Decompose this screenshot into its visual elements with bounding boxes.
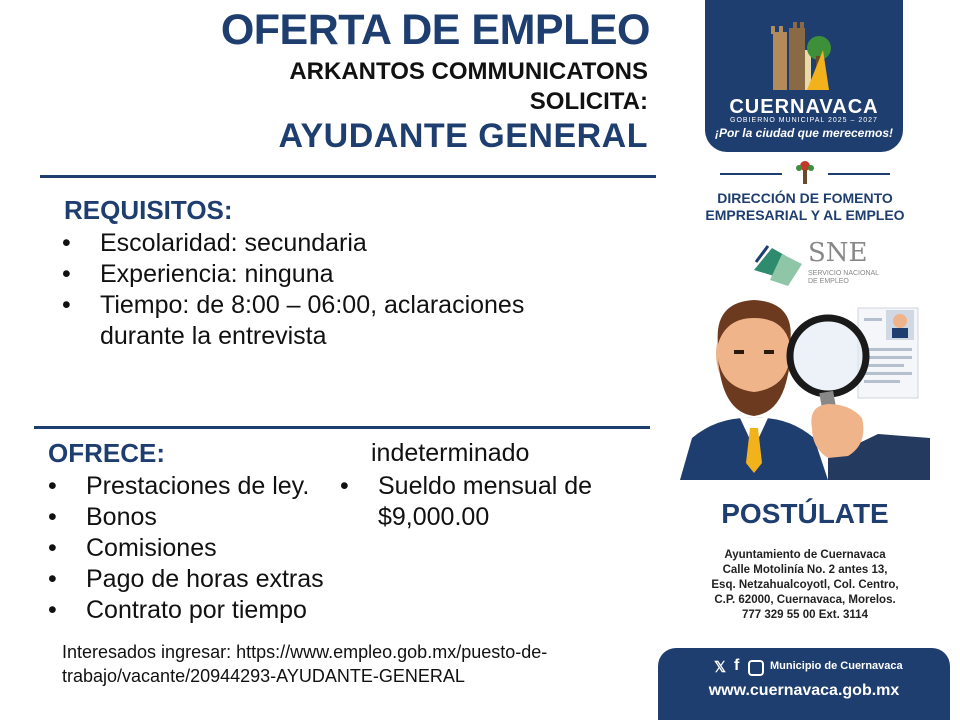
direccion-line-2: EMPRESARIAL Y AL EMPLEO	[705, 207, 905, 223]
address-line: 777 329 55 00 Ext. 3114	[742, 609, 868, 621]
ofrece-list-left	[48, 471, 348, 626]
page-title: OFERTA DE EMPLEO	[220, 6, 650, 54]
requisitos-heading: REQUISITOS:	[64, 195, 233, 225]
postulate-heading: POSTÚLATE	[721, 498, 889, 529]
list-item: • Comisiones	[48, 533, 348, 564]
handshake-icon	[752, 240, 804, 288]
address-line: Esq. Netzahualcoyotl, Col. Centro,	[711, 579, 899, 591]
instagram-icon[interactable]	[748, 660, 764, 676]
ofrece-list-right	[340, 471, 610, 533]
logo-name: CUERNAVACA	[729, 96, 879, 118]
address-line: C.P. 62000, Cuernavaca, Morelos.	[714, 594, 896, 606]
solicita-label: SOLICITA:	[529, 88, 648, 115]
castle-tree-icon	[705, 10, 903, 110]
ornament-divider	[720, 170, 890, 178]
list-item: • Experiencia: ninguna	[62, 259, 582, 290]
ofrece-continuation: indeterminado	[371, 439, 530, 467]
divider-top	[40, 175, 656, 178]
company-name: ARKANTOS COMMUNICATONS	[289, 58, 648, 85]
tree-icon	[792, 158, 818, 186]
sne-sub	[808, 270, 879, 286]
list-item: • Tiempo: de 8:00 – 06:00, aclaraciones durante la entrevista	[62, 290, 582, 352]
recruiter-illustration	[678, 288, 930, 483]
sne-sub-2: DE EMPLEO	[808, 278, 849, 285]
requisitos-list	[62, 228, 582, 352]
social-label: Municipio de Cuernavaca	[770, 660, 903, 672]
list-item: • Prestaciones de ley.	[48, 471, 348, 502]
x-icon[interactable]: 𝕏	[714, 659, 727, 676]
apply-line-2: trabajo/vacante/20944293-AYUDANTE-GENERAL	[62, 666, 465, 686]
address-block	[690, 548, 920, 623]
direccion-line-1: DIRECCIÓN DE FOMENTO	[717, 190, 893, 206]
ofrece-heading: OFRECE:	[48, 438, 165, 468]
apply-info	[62, 640, 622, 688]
divider-middle	[34, 426, 650, 429]
direccion-block	[680, 190, 930, 224]
website-link[interactable]: www.cuernavaca.gob.mx	[708, 682, 900, 699]
sne-sub-1: SERVICIO NACIONAL	[808, 270, 880, 277]
list-item: • Escolaridad: secundaria	[62, 228, 582, 259]
facebook-icon[interactable]: f	[734, 657, 740, 674]
list-item: • Sueldo mensual de $9,000.00	[340, 471, 610, 533]
list-item: • Bonos	[48, 502, 348, 533]
cuernavaca-logo	[705, 0, 903, 152]
list-item: • Pago de horas extras	[48, 564, 348, 595]
sne-logo-text: SNE	[808, 238, 868, 268]
apply-line-1: Interesados ingresar: https://www.empleo.gob.mx/puesto-de-	[62, 642, 548, 662]
address-title: Ayuntamiento de Cuernavaca	[724, 549, 886, 561]
address-line: Calle Motolinía No. 2 antes 13,	[722, 564, 888, 576]
list-item: • Contrato por tiempo	[48, 595, 348, 626]
social-bar	[658, 648, 950, 720]
logo-slogan: ¡Por la ciudad que merecemos!	[714, 126, 894, 140]
logo-sub: GOBIERNO MUNICIPAL 2025 – 2027	[730, 117, 878, 124]
position-title: AYUDANTE GENERAL	[278, 117, 648, 155]
magnifying-glass-icon	[790, 318, 866, 394]
